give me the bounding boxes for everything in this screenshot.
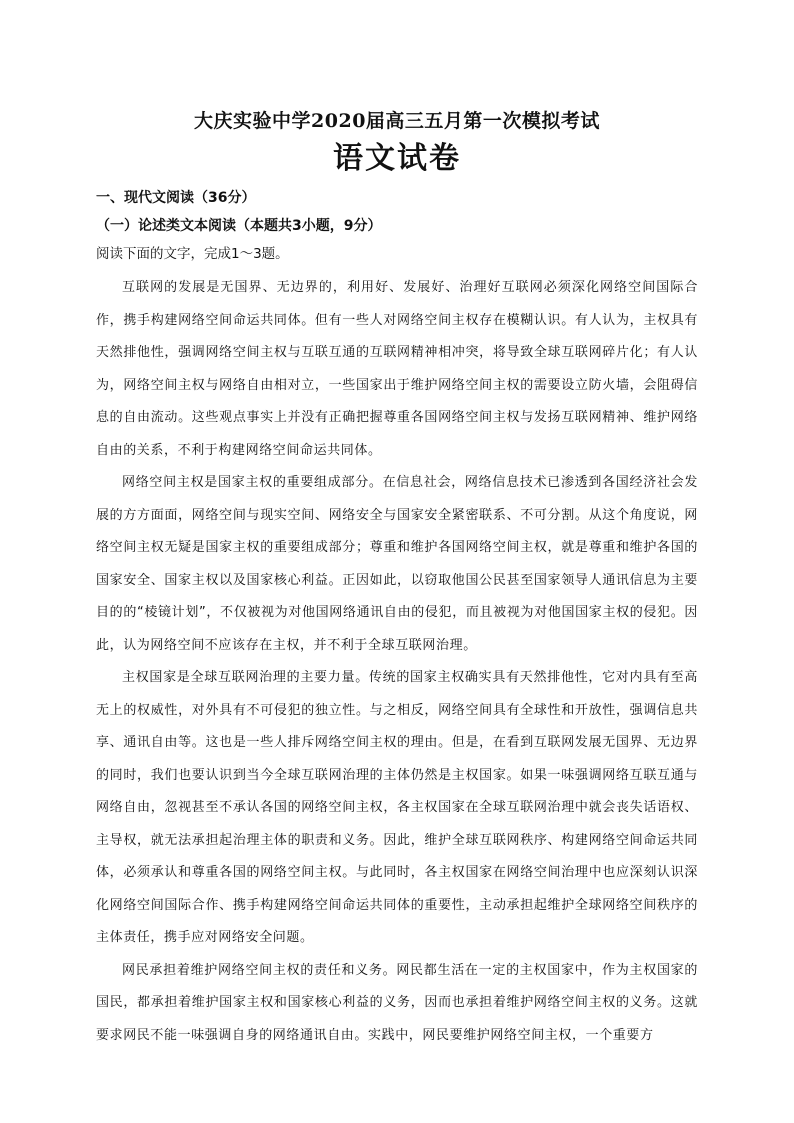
passage-paragraph-1: 互联网的发展是无国界、无边界的，利用好、发展好、治理好互联网必须深化网络空间国际合作，携手构建网络空间命运共同体。但有一些人对网络空间主权存在模糊认识。有人认为，主权具有天然排他性，强调网络空间主权与互联互通的互联网精神相冲突，将导致全球互联网碎片化；有人认为，网络空间主权与网络自由相对立，一些国家出于维护网络空间主权的需要设立防火墙，会阻碍信息的自由流动。这些观点事实上并没有正确把握尊重各国网络空间主权与发扬互联网精神、维护网络自由的关系，不利于构建网络空间命运共同体。 (96, 280, 698, 458)
passage-paragraph-3: 主权国家是全球互联网治理的主要力量。传统的国家主权确实具有天然排他性，它对内具有至高无上的权威性，对外具有不可侵犯的独立性。与之相反，网络空间具有全球性和开放性，强调信息共享、通讯自由等。这也是一些人排斥网络空间主权的理由。但是，在看到互联网发展无国界、无边界的同时，我们也要认识到当今全球互联网治理的主体仍然是主权国家。如果一味强调网络互联互通与网络自由，忽视甚至不承认各国的网络空间主权，各主权国家在全球互联网治理中就会丧失话语权、主导权，就无法承担起治理主体的职责和义务。因此，维护全球互联网秩序、构建网络空间命运共同体，必须承认和尊重各国的网络空间主权。与此同时，各主权国家在网络空间治理中也应深刻认识深化网络空间国际合作、携手构建网络空间命运共同体的重要性，主动承担起维护全球网络空间秩序的主体责任，携手应对网络安全问题。 (96, 670, 698, 945)
passage-paragraph-4: 网民承担着维护网络空间主权的责任和义务。网民都生活在一定的主权国家中，作为主权国家的国民，都承担着维护国家主权和国家核心利益的义务，因而也承担着维护网络空间主权的义务。这就要求网民不能一味强调自身的网络通讯自由。实践中，网民要维护网络空间主权，一个重要方 (96, 962, 698, 1043)
section-heading: 一、现代文阅读（36分） (96, 190, 256, 206)
subsection-heading: （一）论述类文本阅读（本题共3小题，9分） (96, 218, 382, 234)
exam-title: 大庆实验中学2020届高三五月第一次模拟考试 (194, 110, 600, 132)
exam-subtitle: 语文试卷 (333, 141, 461, 176)
reading-instruction: 阅读下面的文字，完成1～3题。 (96, 246, 289, 262)
passage-paragraph-2: 网络空间主权是国家主权的重要组成部分。在信息社会，网络信息技术已渗透到各国经济社会发展的方方面面，网络空间与现实空间、网络安全与国家安全紧密联系、不可分割。从这个角度说，网络空间主权无疑是国家主权的重要组成部分；尊重和维护各国网络空间主权，就是尊重和维护各国的国家安全、国家主权以及国家核心利益。正因如此，以窃取他国公民甚至国家领导人通讯信息为主要目的的“棱镜计划”，不仅被视为对他国网络通讯自由的侵犯，而且被视为对他国国家主权的侵犯。因此，认为网络空间不应该存在主权，并不利于全球互联网治理。 (96, 475, 698, 653)
